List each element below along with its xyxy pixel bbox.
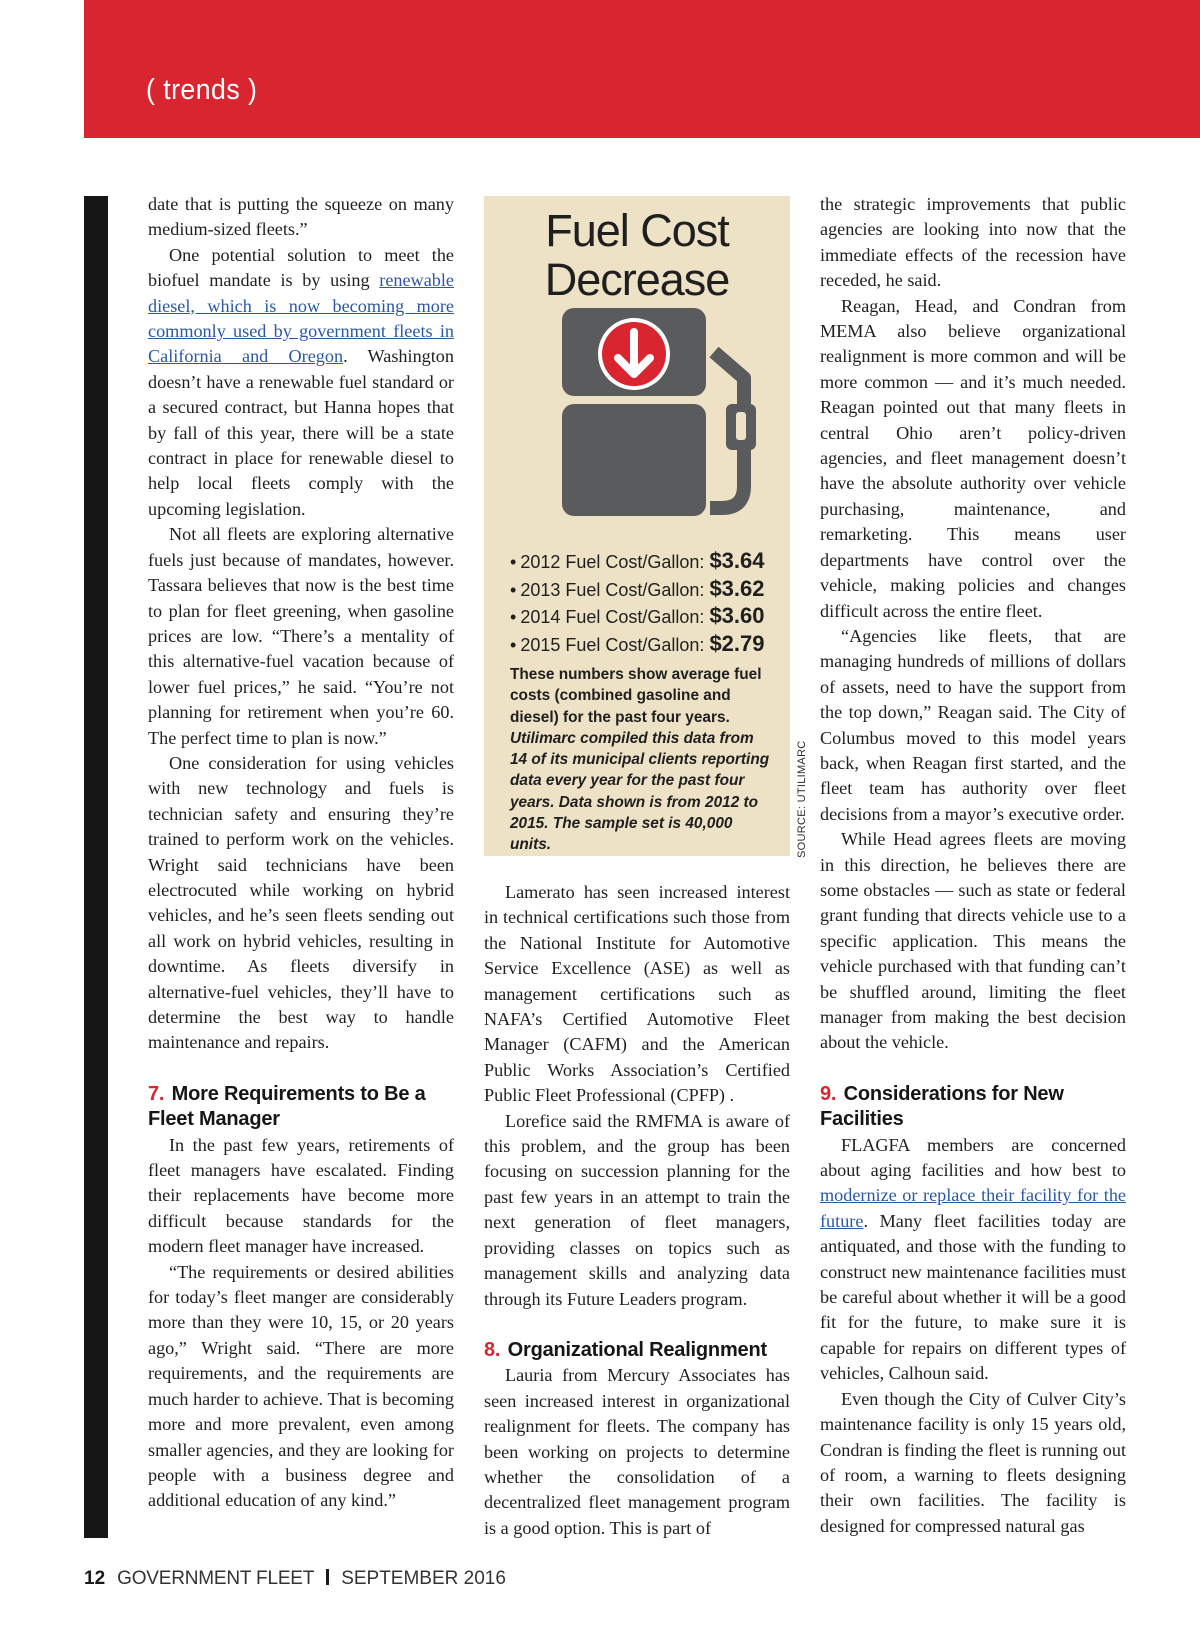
paragraph: Lorefice said the RMFMA is aware of this problem, and the group has been focusing on succession planning for the past few years in an attempt to train the next generation of fleet managers, providing classes on topics such as management skills and analyzing data through its Future Leaders program. bbox=[484, 1110, 790, 1309]
paragraph-text: One potential solution to meet the biofuel mandate is by using bbox=[148, 244, 454, 291]
note-italic-text: Utilimarc compiled this data from 14 of its municipal clients reporting data every year for the past four years. Data shown is from 2012 to 2015. The sample set is 40,000 units. bbox=[510, 729, 770, 854]
cost-item-2012: • 2012 Fuel Cost/Gallon: $3.64 bbox=[510, 548, 765, 573]
cost-label: 2015 Fuel Cost/Gallon: bbox=[520, 634, 705, 655]
sidebar-note bbox=[510, 664, 772, 856]
cost-value: $2.79 bbox=[709, 630, 765, 656]
renewable-diesel-link[interactable]: renewable diesel, which is now becoming more commonly used by government fleets in California and Oregon bbox=[148, 270, 454, 367]
publication-name: GOVERNMENT FLEET bbox=[117, 1568, 315, 1589]
paragraph: One consideration for using vehicles with new technology and fuels is technician safety and ensuring they’re trained to perform work on the vehicles. Wright said technicians have been electrocuted while working on hybrid vehicles, and he’s seen fleets sending out all work on hybrid vehicles, resulting in downtime. As fleets diversify in alternative-fuel vehicles, they’ll have to determine the best way to handle maintenance and repairs. bbox=[148, 752, 454, 1053]
section-title: Considerations for New Facilities bbox=[820, 1082, 1064, 1131]
fuel-pump-down-arrow-icon bbox=[562, 308, 762, 523]
note-text: These numbers show average fuel costs (combined gasoline and diesel) for the past four years. bbox=[510, 666, 762, 726]
paragraph-text: FLAGFA members are concerned about aging facilities and how best to bbox=[820, 1134, 1126, 1181]
paragraph: Reagan, Head, and Condran from MEMA also believe organizational realignment is more common and will be more common — and it’s much needed. Reagan pointed out that many fleets in central Ohio aren’t policy-driven agencies, and fleet management doesn’t have the absolute authority over vehicle purchasing, maintenance, and remarketing. This means user departments have control over the vehicle, making policies and changes difficult across the entire fleet. bbox=[820, 295, 1126, 621]
side-accent-bar bbox=[84, 196, 108, 1538]
fuel-cost-list bbox=[510, 548, 780, 658]
cost-label: 2012 Fuel Cost/Gallon: bbox=[520, 552, 705, 572]
sidebar-title: Fuel Cost Decrease bbox=[544, 205, 730, 305]
source-credit: SOURCE: UTILIMARC bbox=[796, 740, 808, 858]
paragraph-text: . Many fleet facilities today are antiquated, and those with the funding to construct new maintenance facilities must be careful about whether it will be a good fit for the future, to make sure it is capable for repairs on different types of vehicles, Calhoun said. bbox=[820, 1210, 1126, 1384]
header-banner bbox=[84, 0, 1200, 138]
paragraph-text: . Washington doesn’t have a renewable fuel standard or a secured contract, but Hanna hopes that by fall of this year, there will be a state contract in place for renewable diesel to help local fleets comply with the upcoming legislation. bbox=[148, 346, 454, 519]
cost-item-2013: • 2013 Fuel Cost/Gallon: $3.62 bbox=[510, 575, 765, 601]
article-column-3 bbox=[820, 192, 1126, 1539]
footer-separator bbox=[326, 1569, 329, 1585]
paragraph: Not all fleets are exploring alternative fuels just because of mandates, however. Tassara believes that now is the best time to plan for fleet greening, when gasoline prices are low. “There’s a mentality of this alternative-fuel vacation because of lower fuel prices,” he said. “You’re not planning for retirement when you’re 60. The perfect time to plan is now.” bbox=[148, 524, 454, 748]
cost-value: $3.62 bbox=[709, 575, 765, 601]
paragraph: “The requirements or desired abilities for today’s fleet manger are considerably more than they were 10, 15, or 20 years ago,” Wright said. “There are more requirements, and the requirements are much harder to achieve. That is becoming more and more prevalent, even among smaller agencies, and they are looking for people with a business degree and additional education of any kind.” bbox=[148, 1261, 454, 1511]
paragraph: date that is putting the squeeze on many medium-sized fleets.” bbox=[148, 194, 454, 240]
section-heading-7 bbox=[148, 1082, 454, 1133]
section-title: Organizational Realignment bbox=[507, 1338, 767, 1361]
cost-label: 2014 Fuel Cost/Gallon: bbox=[520, 607, 705, 627]
article-column-1 bbox=[148, 192, 454, 1514]
paragraph bbox=[820, 1133, 1126, 1387]
cost-value: $3.64 bbox=[709, 548, 765, 573]
paragraph: Even though the City of Culver City’s maintenance facility is only 15 years old, Condran is finding the fleet is running out of room, a warning to fleets designing their own facilities. The facility is designed for compressed natural gas bbox=[820, 1388, 1126, 1536]
section-number: 8. bbox=[484, 1338, 501, 1361]
section-number: 9. bbox=[820, 1082, 837, 1105]
section-heading-9 bbox=[820, 1082, 1126, 1133]
section-heading-8 bbox=[484, 1338, 790, 1363]
section-tag: ( trends ) bbox=[146, 74, 258, 106]
cost-value: $3.60 bbox=[709, 603, 765, 628]
paragraph: “Agencies like fleets, that are managing hundreds of millions of dollars of assets, need to have the support from the top down,” Reagan said. The City of Columbus moved to this model years back, when Reagan first started, and the fleet team has authority over fleet decisions from a mayor’s executive order. bbox=[820, 625, 1126, 824]
paragraph: Lamerato has seen increased interest in technical certifications such those from the National Institute for Automotive Service Excellence (ASE) as well as management certifications such as NAFA’s Certified Automotive Fleet Manager (CAFM) and the American Public Works Association’s Certified Public Fleet Professional (CPFP) . bbox=[484, 882, 790, 1106]
page-number: 12 bbox=[84, 1568, 106, 1589]
issue-date: SEPTEMBER 2016 bbox=[341, 1568, 506, 1589]
paragraph: While Head agrees fleets are moving in this direction, he believes there are some obstacles — such as state or federal grant funding that directs vehicle use to a specific application. This means the vehicle purchased with that funding can’t be shuffled around, limiting the fleet manager from making the best decision about the vehicle. bbox=[820, 829, 1126, 1053]
section-title: More Requirements to Be a Fleet Manager bbox=[148, 1082, 426, 1131]
paragraph: Lauria from Mercury Associates has seen increased interest in organizational realignment for fleets. The company has been working on projects to determine whether the consolidation of a decentralized fleet management program is a good option. This is part of bbox=[484, 1365, 790, 1538]
cost-label: 2013 Fuel Cost/Gallon: bbox=[520, 579, 705, 600]
page-footer bbox=[84, 1568, 506, 1590]
cost-item-2015: • 2015 Fuel Cost/Gallon: $2.79 bbox=[510, 630, 765, 656]
modernize-facility-link[interactable]: modernize or replace their facility for the future bbox=[820, 1185, 1126, 1231]
paragraph bbox=[148, 243, 454, 522]
cost-item-2014: • 2014 Fuel Cost/Gallon: $3.60 bbox=[510, 603, 765, 628]
paragraph: the strategic improvements that public agencies are looking into now that the immediate effects of the recession have receded, he said. bbox=[820, 194, 1126, 291]
article-column-2 bbox=[484, 880, 790, 1541]
paragraph: In the past few years, retirements of fleet managers have escalated. Finding their replacements have become more difficult because standards for the modern fleet manager have increased. bbox=[148, 1134, 454, 1257]
section-number: 7. bbox=[148, 1082, 165, 1105]
fuel-cost-sidebar bbox=[484, 196, 790, 856]
